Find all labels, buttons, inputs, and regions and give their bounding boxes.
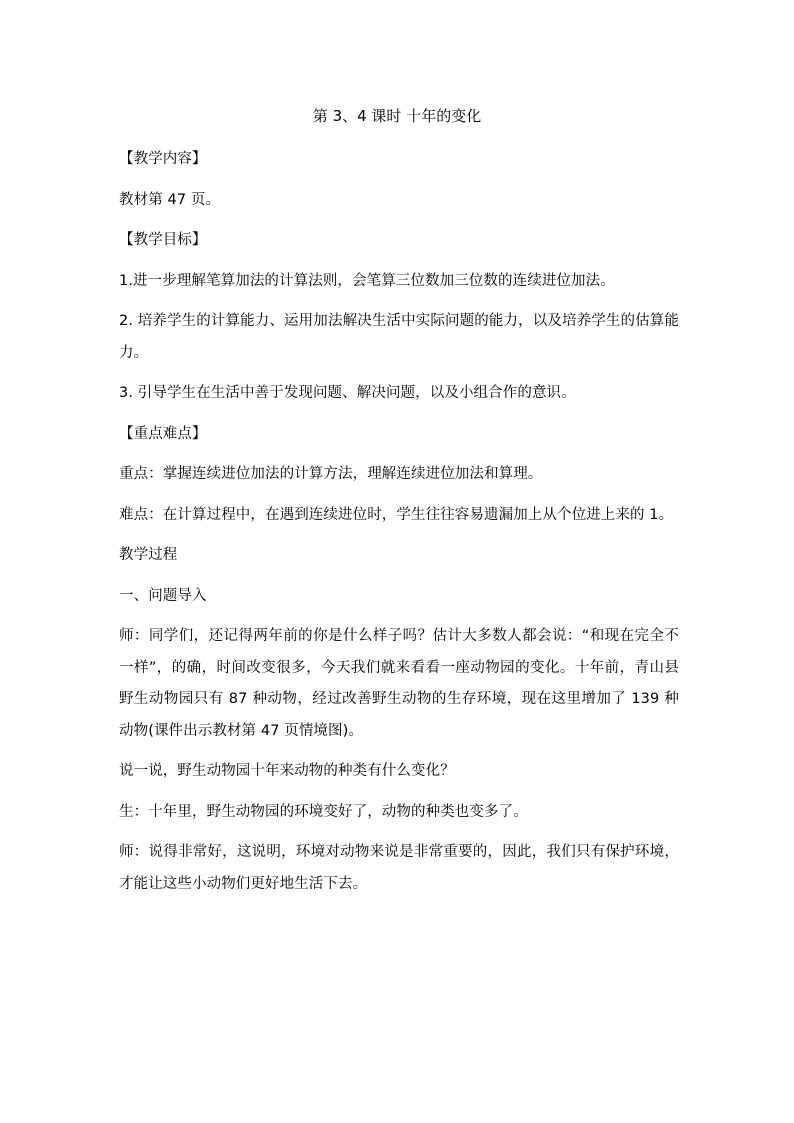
objective-2: 2. 培养学生的计算能力、运用加法解决生活中实际问题的能力，以及培养学生的估算能力。 [119,313,679,361]
section-heading-content: 【教学内容】 [119,151,207,167]
teacher-dialogue-2: 师：说得非常好，这说明，环境对动物来说是非常重要的，因此，我们只有保护环境，才能让这些小动物们更好地生活下去。 [119,844,679,892]
key-point: 重点：掌握连续进位加法的计算方法，理解连续进位加法和算理。 [119,466,543,482]
difficult-point: 难点：在计算过程中，在遇到连续进位时，学生往往容易遗漏加上从个位进上来的 1。 [119,506,674,523]
lesson-title: 第 3、4 课时 十年的变化 [312,107,482,125]
objective-3: 3. 引导学生在生活中善于发现问题、解决问题，以及小组合作的意识。 [119,385,576,401]
student-dialogue: 生：十年里，野生动物园的环境变好了，动物的种类也变多了。 [119,803,528,820]
objective-1: 1.进一步理解笔算加法的计算法则，会笔算三位数加三位数的连续进位加法。 [119,272,615,289]
section-heading-key-points: 【重点难点】 [119,425,207,442]
teacher-dialogue-1: 师：同学们，还记得两年前的你是什么样子吗？估计大多数人都会说：“和现在完全不一样”，的确，时间改变很多，今天我们就来看看一座动物园的变化。十年前，青山县野生动物园只有 87 种动物，经过改善野生动物的生存环境，现在这里增加了 139 种动物(课件出示教材第 47 页情境图)。 [119,628,679,739]
section-heading-objectives: 【教学目标】 [119,232,207,248]
paragraph-textbook-page: 教材第 47 页。 [119,191,221,208]
lesson-body [119,144,679,909]
section-heading-process: 教学过程 [119,547,178,563]
discussion-prompt: 说一说，野生动物园十年来动物的种类有什么变化？ [119,763,455,779]
subsection-heading-intro: 一、问题导入 [119,587,207,604]
